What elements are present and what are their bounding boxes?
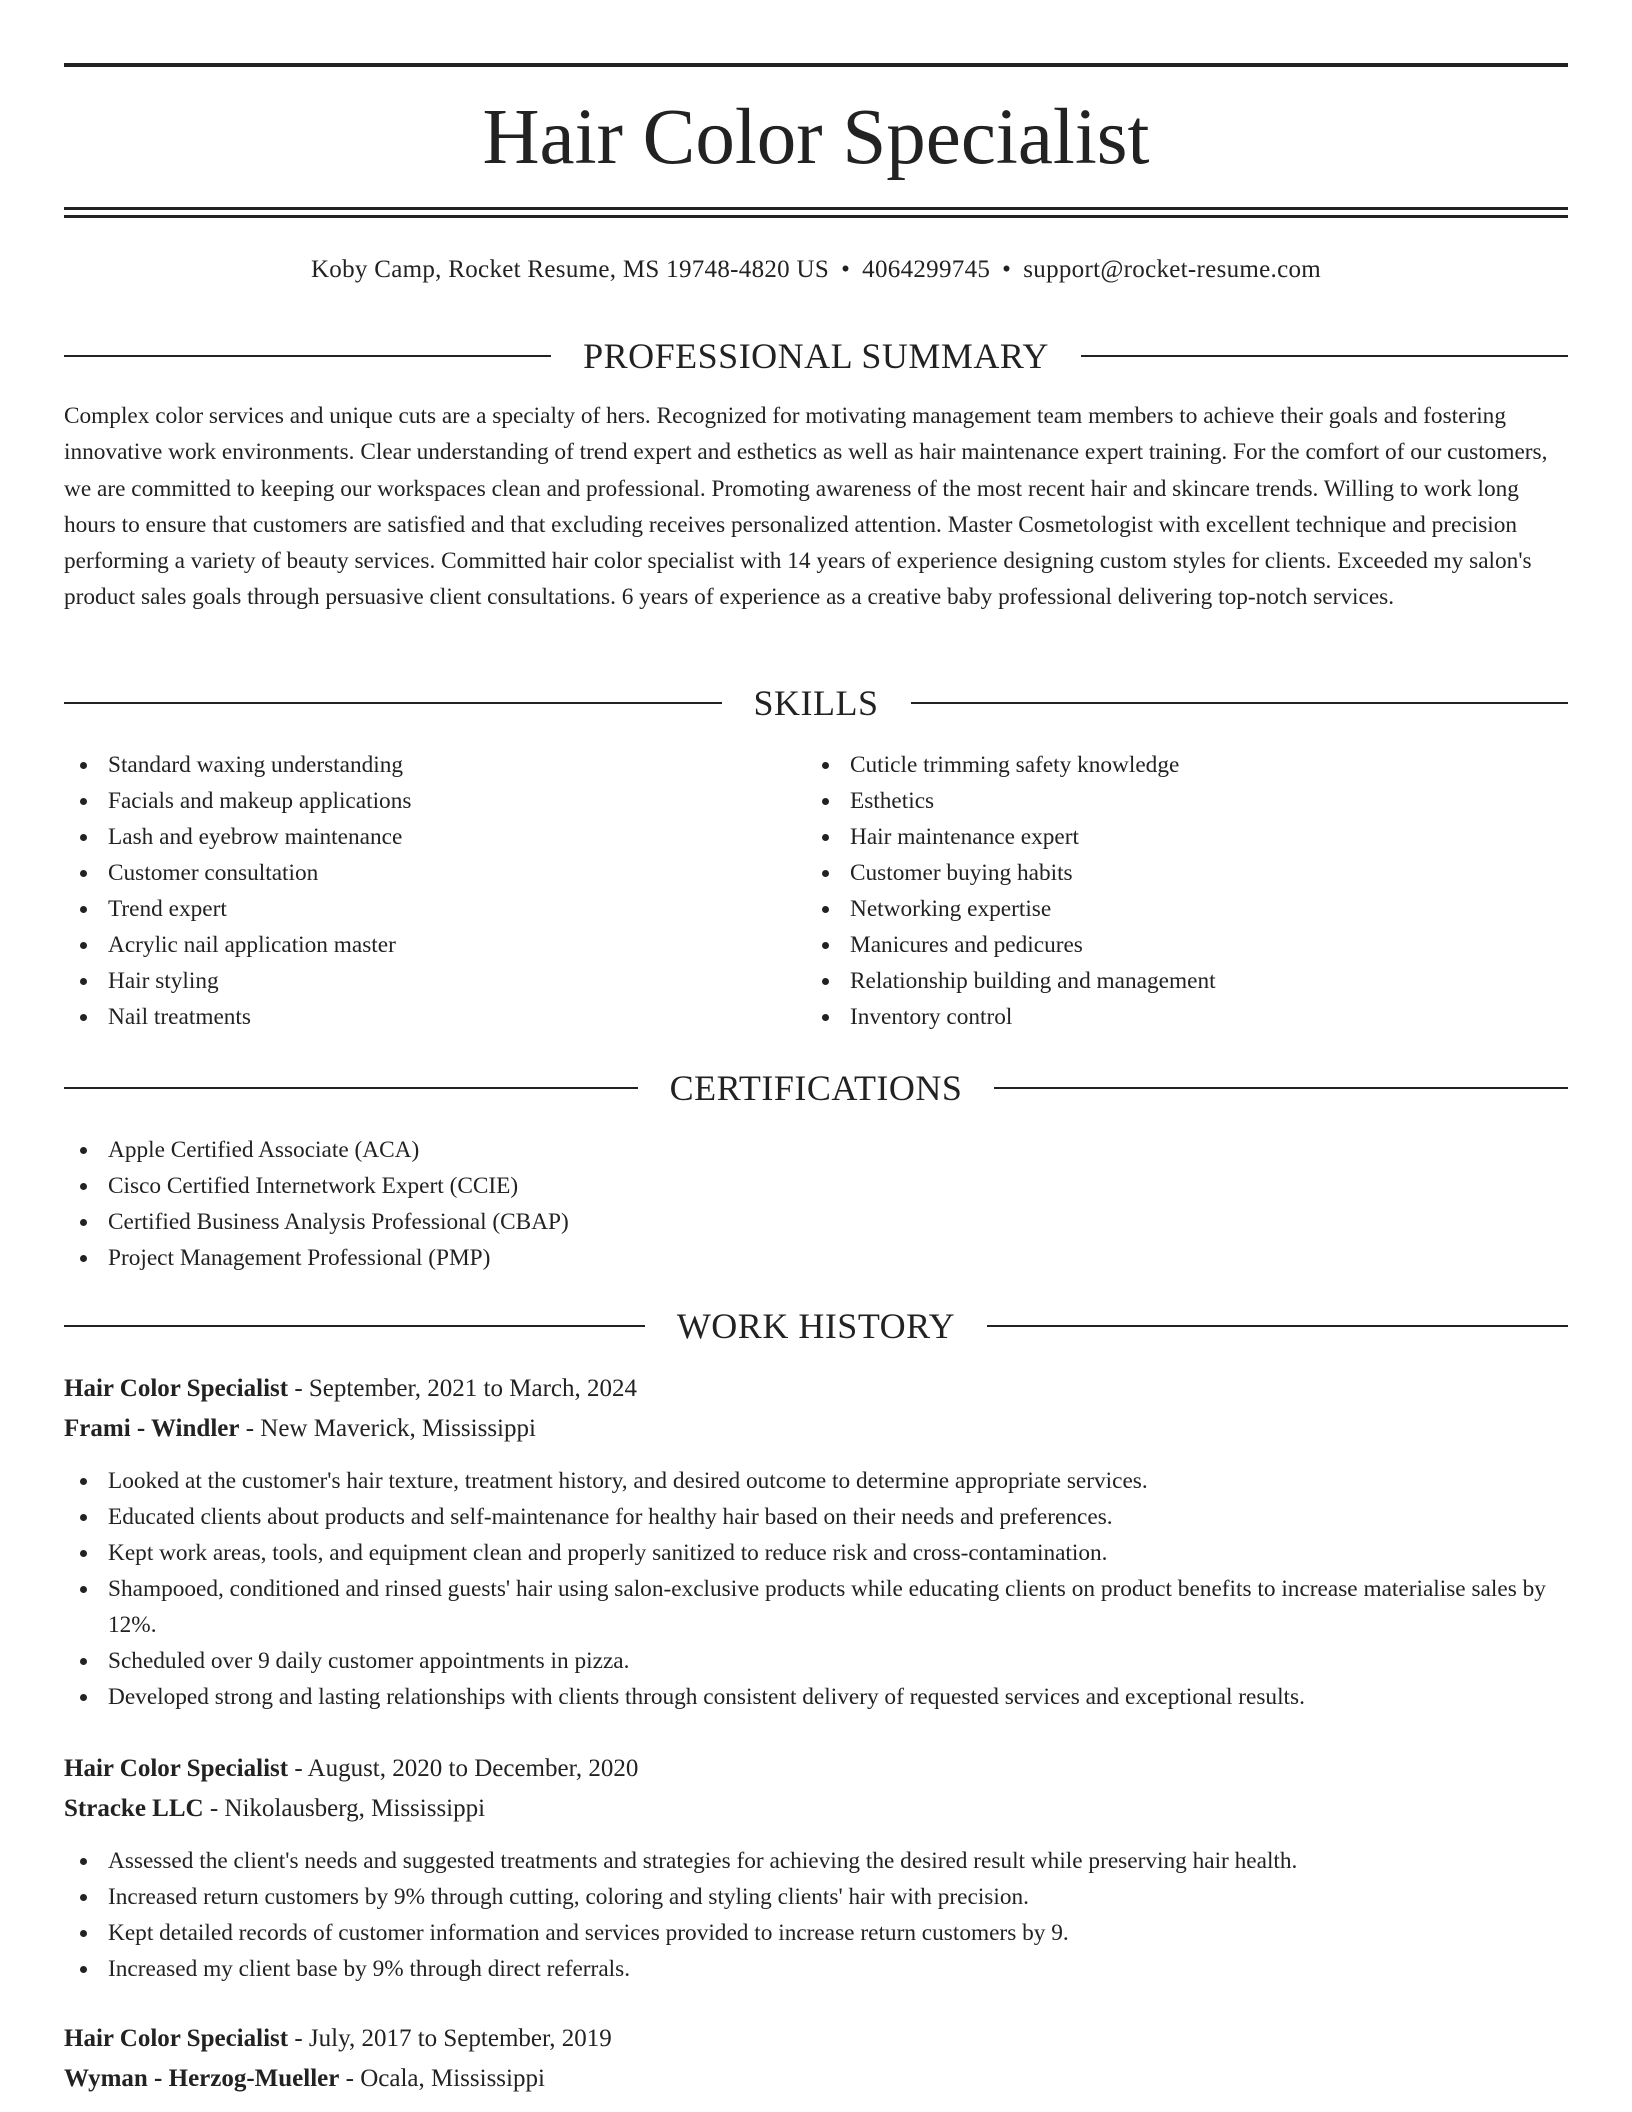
- skills-heading: [64, 681, 1568, 725]
- skill-item: Networking expertise: [806, 891, 1566, 927]
- title-rule-upper: [64, 207, 1568, 210]
- job-company-line: [64, 1409, 1568, 1449]
- job-bullet: Scheduled over 9 daily customer appointments in pizza.: [64, 1643, 1568, 1679]
- skill-item: Manicures and pedicures: [806, 927, 1566, 963]
- heading-rule: [911, 702, 1569, 704]
- work-history-heading: [64, 1304, 1568, 1348]
- job-title-line: [64, 2019, 1568, 2059]
- job-location: - Nikolausberg, Mississippi: [203, 1795, 486, 1822]
- skill-item: Cuticle trimming safety knowledge: [806, 747, 1566, 783]
- heading-rule: [994, 1087, 1568, 1089]
- heading-rule: [987, 1325, 1568, 1327]
- job-company-line: [64, 1789, 1568, 1829]
- skill-item: Facials and makeup applications: [64, 783, 804, 819]
- job-bullet: Kept work areas, tools, and equipment clean and properly sanitized to reduce risk and cross-contamination.: [64, 1535, 1568, 1571]
- certification-item: Certified Business Analysis Professional (CBAP): [64, 1204, 1568, 1240]
- skill-item: Nail treatments: [64, 999, 804, 1035]
- skill-item: Esthetics: [806, 783, 1566, 819]
- job-title: Hair Color Specialist: [64, 1375, 289, 1402]
- job-title: Hair Color Specialist: [64, 2025, 289, 2052]
- job-location: - New Maverick, Mississippi: [239, 1415, 536, 1442]
- work-history-heading-label: WORK HISTORY: [676, 1306, 956, 1346]
- job-bullet: Increased my client base by 9% through direct referrals.: [64, 1951, 1568, 1987]
- contact-email: support@rocket-resume.com: [1023, 256, 1322, 283]
- job-title-line: [64, 1749, 1568, 1789]
- job-bullet: Kept detailed records of customer information and services provided to increase return customers by 9.: [64, 1915, 1568, 1951]
- skill-item: Acrylic nail application master: [64, 927, 804, 963]
- job-location: - Ocala, Mississippi: [339, 2065, 545, 2092]
- contact-separator: •: [841, 256, 851, 283]
- heading-rule: [64, 1087, 638, 1089]
- job-company: Wyman - Herzog-Mueller: [64, 2065, 340, 2092]
- contact-phone: 4064299745: [862, 256, 991, 283]
- certifications-list: [64, 1132, 1568, 1276]
- job-company-line: [64, 2059, 1568, 2099]
- skill-item: Standard waxing understanding: [64, 747, 804, 783]
- skill-item: Hair maintenance expert: [806, 819, 1566, 855]
- skills-list-left: [64, 747, 804, 1035]
- top-rule: [64, 63, 1568, 67]
- skill-item: Customer buying habits: [806, 855, 1566, 891]
- contact-line: [64, 252, 1568, 288]
- heading-rule: [64, 355, 551, 357]
- job-company: Frami - Windler: [64, 1415, 240, 1442]
- contact-address: Koby Camp, Rocket Resume, MS 19748-4820 US: [310, 256, 830, 283]
- certifications-heading: [64, 1066, 1568, 1110]
- skill-item: Lash and eyebrow maintenance: [64, 819, 804, 855]
- heading-rule: [64, 1325, 645, 1327]
- skill-item: Hair styling: [64, 963, 804, 999]
- job-bullet: Shampooed, conditioned and rinsed guests' hair using salon-exclusive products while educating clients on product benefits to increase materialise sales by 12%.: [64, 1571, 1568, 1643]
- skills-list-right: [806, 747, 1566, 1035]
- summary-heading: [64, 334, 1568, 378]
- job-bullet: Looked at the customer's hair texture, treatment history, and desired outcome to determine appropriate services.: [64, 1463, 1568, 1499]
- job-bullet: Developed strong and lasting relationships with clients through consistent delivery of requested services and exceptional results.: [64, 1679, 1568, 1715]
- summary-heading-label: PROFESSIONAL SUMMARY: [583, 336, 1049, 376]
- job-company: Stracke LLC: [64, 1795, 204, 1822]
- certification-item: Project Management Professional (PMP): [64, 1240, 1568, 1276]
- job-dates: - August, 2020 to December, 2020: [288, 1755, 639, 1782]
- heading-rule: [64, 702, 722, 704]
- contact-separator: •: [1002, 256, 1012, 283]
- job-bullet: Assessed the client's needs and suggested treatments and strategies for achieving the desired result while preserving hair health.: [64, 1843, 1568, 1879]
- title-rule-lower: [64, 215, 1568, 218]
- skill-item: Relationship building and management: [806, 963, 1566, 999]
- job-dates: - September, 2021 to March, 2024: [288, 1375, 638, 1402]
- skill-item: Customer consultation: [64, 855, 804, 891]
- job-title-line: [64, 1369, 1568, 1409]
- skill-item: Inventory control: [806, 999, 1566, 1035]
- heading-rule: [1081, 355, 1568, 357]
- summary-text: Complex color services and unique cuts are a specialty of hers. Recognized for motivating management team members to achieve their goals and fostering innovative work environments. Clear understanding of trend expert and esthetics as well as hair maintenance expert training. For the comfort of our customers, we are committed to keeping our workspaces clean and professional. Promoting awareness of the most recent hair and skincare trends. Willing to work long hours to ensure that customers are satisfied and that excluding receives personalized attention. Master Cosmetologist with excellent technique and precision performing a variety of beauty services. Committed hair color specialist with 14 years of experience designing custom styles for clients. Exceeded my salon's product sales goals through persuasive client consultations. 6 years of experience as a creative baby professional delivering top-notch services.: [64, 403, 1548, 611]
- certification-item: Apple Certified Associate (ACA): [64, 1132, 1568, 1168]
- job-bullet: Educated clients about products and self-maintenance for healthy hair based on their needs and preferences.: [64, 1499, 1568, 1535]
- page-title: Hair Color Specialist: [482, 94, 1150, 181]
- job-bullet-list: [64, 1463, 1568, 1715]
- certifications-heading-label: CERTIFICATIONS: [669, 1068, 963, 1108]
- job-bullet: Increased return customers by 9% through cutting, coloring and styling clients' hair with precision.: [64, 1879, 1568, 1915]
- skills-heading-label: SKILLS: [753, 683, 879, 723]
- job-dates: - July, 2017 to September, 2019: [288, 2025, 612, 2052]
- certification-item: Cisco Certified Internetwork Expert (CCIE): [64, 1168, 1568, 1204]
- skill-item: Trend expert: [64, 891, 804, 927]
- job-title: Hair Color Specialist: [64, 1755, 289, 1782]
- job-bullet-list: [64, 1843, 1568, 1987]
